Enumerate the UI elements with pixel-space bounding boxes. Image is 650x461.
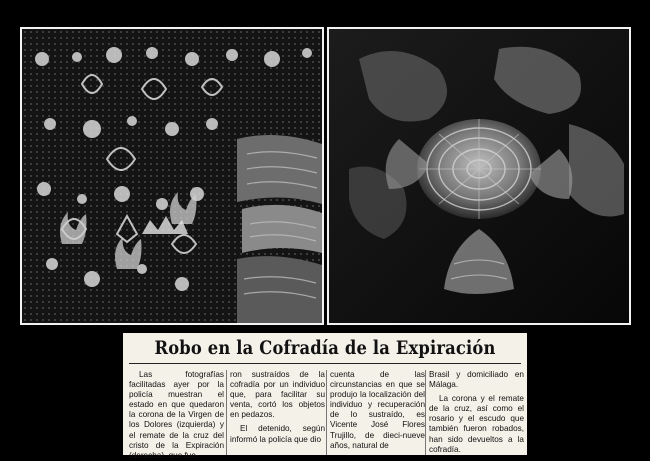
crown-and-cross-finial-photo-icon: [329, 29, 629, 323]
headline-rule: [129, 363, 521, 364]
photo-right-cross-finial: [327, 27, 631, 325]
article-column-4: [429, 370, 524, 455]
column-2-paragraph-2: El detenido, según informó la policía que dio: [230, 424, 325, 444]
column-divider: [425, 370, 426, 455]
article-headline: Robo en la Cofradía de la Expiración: [154, 337, 496, 359]
article-column-1: [129, 370, 224, 460]
column-divider: [226, 370, 227, 455]
column-3-paragraph-1: cuenta de las circunstancias en que se produjo la localización del individuo y recuperación de lo sustraído, es Vicente José Flores Trujillo, de dieci-nueve años, natural de: [330, 370, 425, 450]
column-2-paragraph-1: ron sustraídos de la cofradía por un individuo que, para facilitar su venta, cortó los objetos en pedazos.: [230, 370, 325, 420]
article-column-2: [230, 370, 325, 455]
column-divider: [326, 370, 327, 455]
column-4-paragraph-1: Brasil y domiciliado en Málaga.: [429, 370, 524, 390]
column-4-paragraph-2: La corona y el remate de la cruz, así como el rosario y el escudo que también fueron robados, han sido devueltos a la cofradía.: [429, 394, 524, 454]
article-column-3: [330, 370, 425, 455]
embroidered-vestment-photo-icon: [22, 29, 322, 323]
article-clipping: [123, 333, 527, 460]
photo-left-crown-pieces: [20, 27, 324, 325]
column-1-paragraph-1: Las fotografías facilitadas ayer por la policía muestran el estado en que quedaron la corona de la Virgen de los Dolores (izquierda) y el remate de la cruz del cristo de la Expiración (derecha), que fue-: [129, 370, 224, 460]
